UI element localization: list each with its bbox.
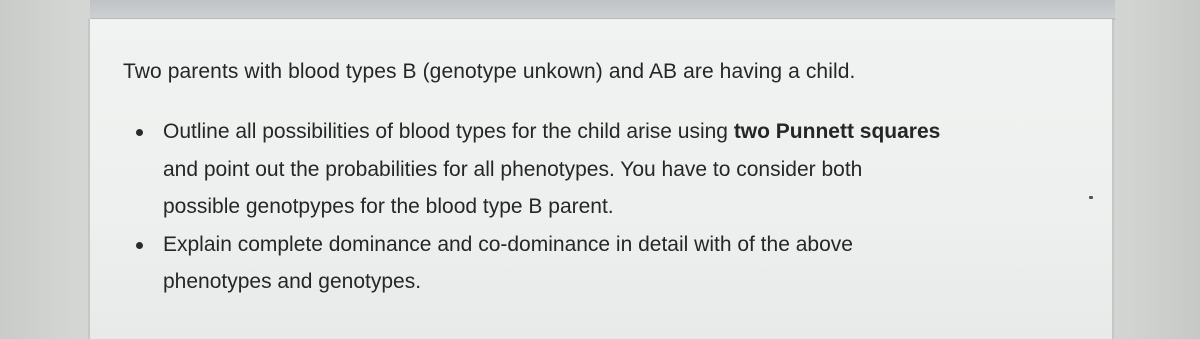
top-toolbar-strip — [90, 0, 1115, 20]
question-intro: Two parents with blood types B (genotype unkown) and AB are having a child. — [123, 60, 856, 83]
item-line: and point out the probabilities for all phenotypes. You have to consider both — [163, 157, 863, 181]
item-text: Outline all possibilities of blood types for the child arise using — [163, 120, 734, 143]
item-line — [163, 113, 1070, 151]
stray-mark — [1089, 196, 1093, 199]
list-item — [130, 113, 1070, 226]
item-text-bold: two Punnett squares — [733, 120, 941, 143]
question-list — [130, 113, 1070, 301]
item-line: phenotypes and genotypes. — [163, 270, 422, 293]
bullet-icon — [136, 242, 143, 249]
list-item — [130, 226, 1070, 301]
item-line: possible genotpypes for the blood type B parent. — [163, 195, 614, 218]
item-line: Explain complete dominance and co-dominance in detail with of the above — [163, 232, 853, 256]
bullet-icon — [136, 129, 143, 136]
